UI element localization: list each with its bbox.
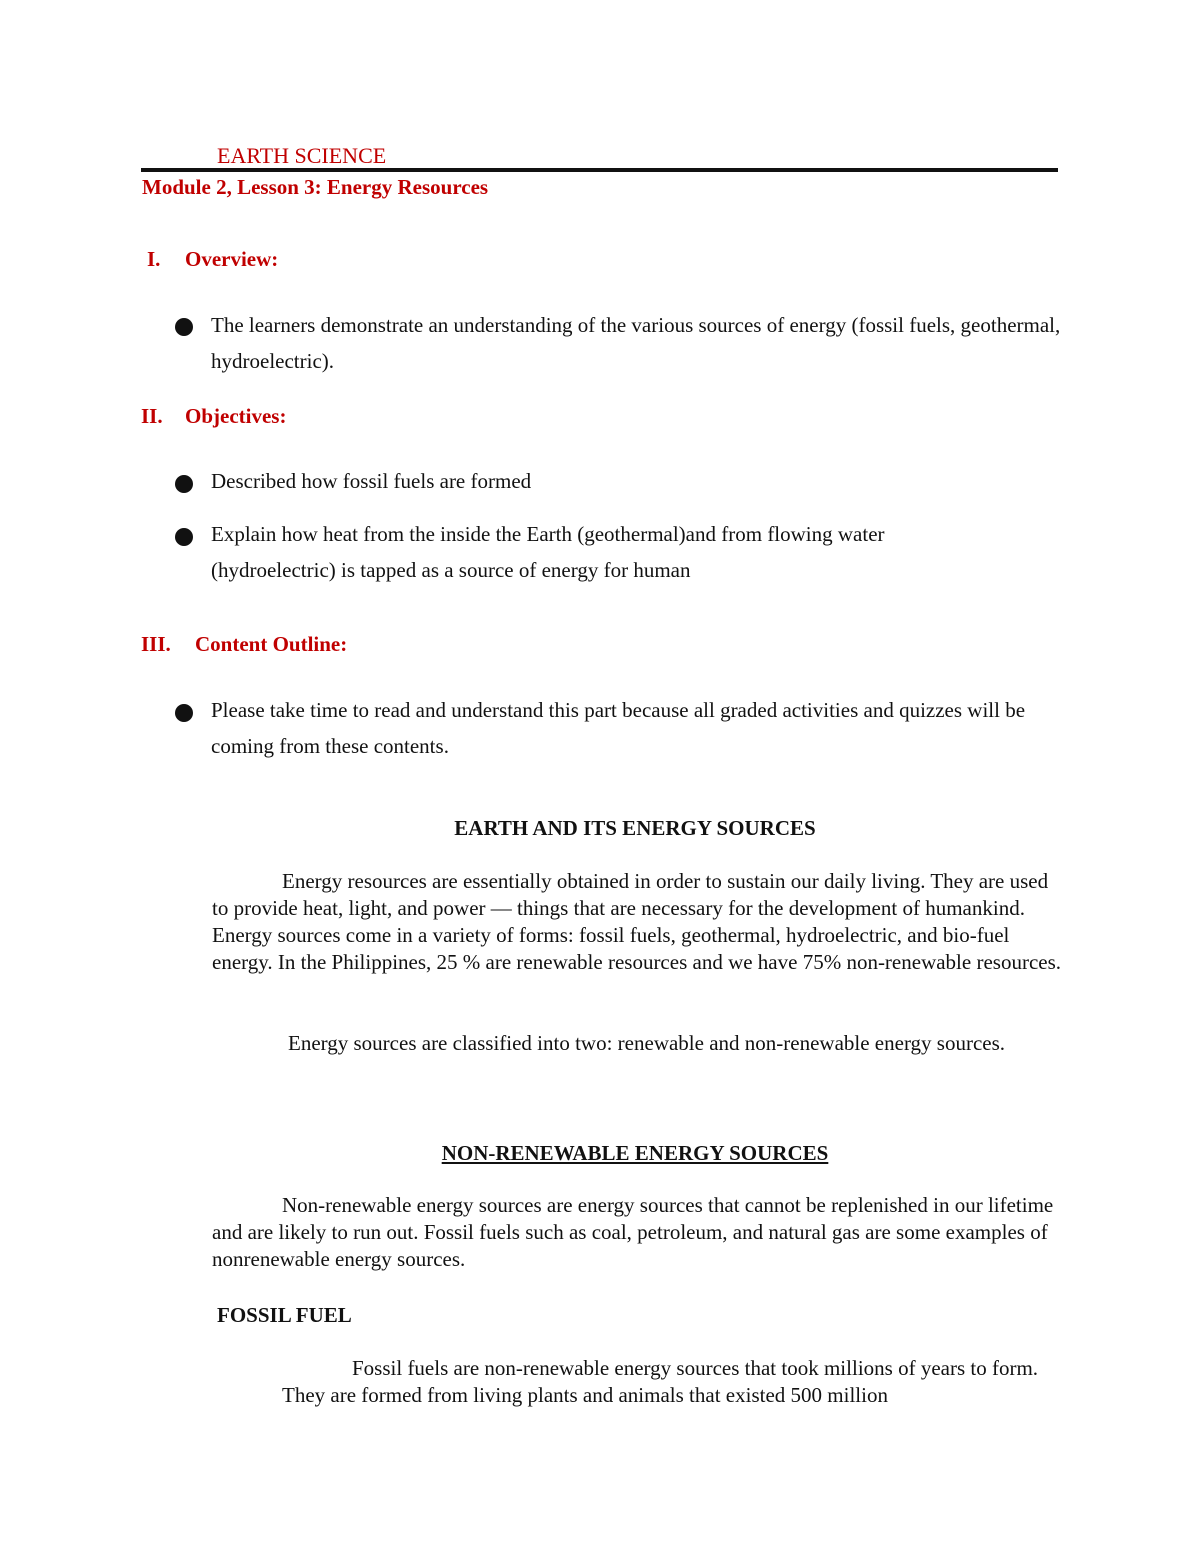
objectives-title: Objectives: [185,404,287,428]
content-outline-heading [141,630,347,658]
overview-bullet-1: The learners demonstrate an understanding of the various sources of energy (fossil fuels, geothermal, hydroelectric). [211,313,1061,373]
earth-energy-paragraph-2 [212,1030,1032,1057]
earth-energy-paragraph-1 [212,868,1062,976]
objectives-bullet-1: Described how fossil fuels are formed [211,469,532,493]
header-rule [141,168,1058,172]
overview-title: Overview: [185,247,279,271]
subject-title: EARTH SCIENCE [217,143,387,168]
fossil-fuel-heading: FOSSIL FUEL [217,1303,352,1327]
bullet-icon [175,528,193,546]
objectives-heading [141,402,286,430]
earth-energy-heading: EARTH AND ITS ENERGY SOURCES [454,816,816,840]
content-outline-bullet-1: Please take time to read and understand this part because all graded activities and quizzes will be coming from these contents. [211,698,1026,758]
fossil-fuel-paragraph [282,1355,1072,1409]
non-renewable-heading: NON-RENEWABLE ENERGY SOURCES [441,1141,829,1165]
overview-heading [147,245,278,273]
overview-numeral: I. [147,247,161,271]
objectives-numeral: II. [141,404,163,428]
content-outline-title: Content Outline: [195,632,348,656]
bullet-icon [175,318,193,336]
non-renewable-paragraph-text: Non-renewable energy sources are energy sources that cannot be replenished in our lifetime and are likely to run out. Fossil fuels such as coal, petroleum, and natural gas are some examples of nonrenewable energy sources. [212,1193,1054,1271]
module-title: Module 2, Lesson 3: Energy Resources [142,175,489,199]
bullet-icon [175,704,193,722]
non-renewable-paragraph [212,1192,1057,1273]
earth-energy-paragraph-2-text: Energy sources are classified into two: renewable and non-renewable energy sources. [288,1031,1006,1055]
earth-energy-paragraph-1-text: Energy resources are essentially obtained in order to sustain our daily living. They are used to provide heat, light, and power — things that are necessary for the development of humankind. Energy sources come in a variety of forms: fossil fuels, geothermal, hydroelectric, and bio-fuel energy. In the Philippines, 25 % are renewable resources and we have 75% non-renewable resources. [212,869,1062,974]
content-outline-numeral: III. [141,632,171,656]
fossil-fuel-paragraph-text: Fossil fuels are non-renewable energy sources that took millions of years to form. They are formed from living plants and animals that existed 500 million [282,1356,1039,1407]
bullet-icon [175,475,193,493]
objectives-bullet-2: Explain how heat from the inside the Earth (geothermal)and from flowing water (hydroelectric) is tapped as a source of energy for human [211,522,885,582]
